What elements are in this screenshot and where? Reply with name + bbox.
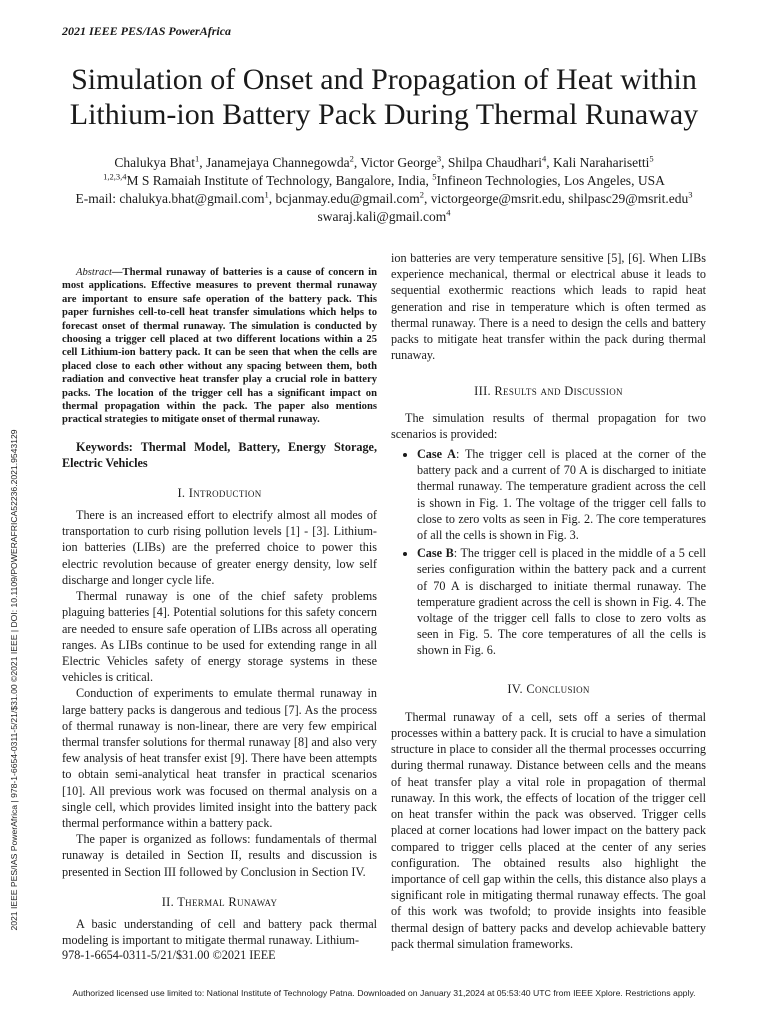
author-block [40,154,728,226]
left-column [62,258,377,948]
intro-paragraph-2: Thermal runaway is one of the chief safety problems plaguing batteries [4]. Potential solutions for this safety concern are needed to ensure safe operation of LIBs across all operating ranges. As LIBs continue to be used for extending range in all Electric Vehicles safety of energy storage systems in these vehicles is critical. [62,589,377,685]
case-a-text: : The trigger cell is placed at the corner of the battery pack and a current of 70 A is discharged to initiate thermal runaway. The temperature gradient across the cell is shown in Fig. 1. The voltage of the trigger cell falls to close to zero volts as seen in Fig. 2. The core temperatures of all the cells is shown in Fig. 3. [417,447,706,543]
authorized-use-note: Authorized licensed use limited to: National Institute of Technology Patna. Downloaded on January 31,2024 at 05:53:40 UTC from IEEE Xplore. Restrictions apply. [72,988,696,998]
right-column [391,250,706,952]
keywords: Keywords: Thermal Model, Battery, Energy Storage, Electric Vehicles [62,439,377,470]
case-b-label: Case B [417,546,454,561]
abstract-text: —Thermal runaway of batteries is a cause of concern in most applications. Effective measures to prevent thermal runaway are important to ensure safe operation of the battery pack. This paper furnishes cell-to-cell heat transfer simulations which helps to forecast onset of thermal runaway. The simulation is conducted by choosing a trigger cell placed at two different locations within a 25 cell Lithium-ion battery pack. It can be seen that when the cells are placed close to each other without any spacing between them, both radiation and convective heat transfer play a crucial role in battery packs. The location of the trigger cell has a significant impact on thermal propagation within the pack. The paper also mentions practical strategies to mitigate onset of thermal runaway. [62,267,377,426]
intro-paragraph-4: The paper is organized as follows: fundamentals of thermal runaway is detailed in Section II, results and discussion is presented in Section III followed by Conclusion in Section IV. [62,832,377,879]
author-names: Chalukya Bhat$^1$, Janamejaya Channegowda$^2$, Victor George$^3$, Shilpa Chaudhari$^4$, Kali Naraharisetti$^5$ [114,153,654,170]
paper-title: Simulation of Onset and Propagation of Heat within Lithium-ion Battery Pack During Thermal Runaway [69,63,699,131]
list-item-case-b [417,545,706,658]
case-a-label: Case A [417,447,456,462]
case-list [391,446,706,659]
copyright-line: 978-1-6654-0311-5/21/$31.00 ©2021 IEEE [62,948,276,962]
doi-sidebar [4,380,24,980]
section-heading-introduction: I. Introduction [177,485,262,500]
intro-paragraph-3: Conduction of experiments to emulate thermal runaway in large battery packs is dangerous and tedious [7]. As the process of thermal runaway is non-linear, there are very few empirical thermal transfer solutions for thermal runaway [8] and also very few analysis of heat transfer exist [9]. There have been attempts to obtain semi-analytical heat transfer in practical scenarios [10]. All previous work was focused on thermal analysis on a single cell, which provides limited insight into the battery pack thermal performance within a battery pack. [62,686,377,830]
author-emails: E-mail: chalukya.bhat@gmail.com$^1$, bcjanmay.edu@gmail.com$^2$, victorgeorge@msrit.edu, shilpasc29@msrit.edu$^3$ [75,189,693,206]
section-heading-conclusion: IV. Conclusion [507,681,590,696]
section-heading-thermal-runaway: II. Thermal Runaway [161,894,278,909]
intro-paragraph-1: There is an increased effort to electrify almost all modes of transportation to curb rising pollution levels [1] - [3]. Lithium-ion batteries (LIBs) are the preferred choice to power this electric revolution because of greater energy density, low self discharge and longer cycle life. [62,508,377,587]
thermal-paragraph-1: A basic understanding of cell and battery pack thermal modeling is important to mitigate thermal runaway. Lithium- [62,916,377,948]
list-item-case-a [417,446,706,543]
case-b-text: : The trigger cell is placed in the middle of a 5 cell series configuration within the battery pack and a current of 70 A is discharged to initiate thermal runaway. The temperature gradient across the cell is shown in Fig. 4. The voltage of the trigger cell falls to close to zero volts as seen in Fig. 5. The core temperatures of all the cells is shown in Fig. 6. [417,546,706,658]
author-email-last: swaraj.kali@gmail.com$^4$ [317,207,451,224]
doi-sidebar-text: 2021 IEEE PES/IAS PowerAfrica | 978-1-6654-0311-5/21/$31.00 ©2021 IEEE | DOI: 10.1109/POWERAFRICA52236.2021.9543129 [9,429,19,931]
section-heading-results: III. Results and Discussion [474,384,623,399]
author-affiliations: $^{1,2,3,4}$M S Ramaiah Institute of Technology, Bangalore, India, $^5$Infineon Technologies, Los Angeles, USA [103,171,665,188]
conference-name: 2021 IEEE PES/IAS PowerAfrica [62,24,232,38]
abstract-lead: Abstract [76,267,112,278]
thermal-paragraph-continued: ion batteries are very temperature sensitive [5], [6]. When LIBs experience mechanical, thermal or electrical abuse it leads to sequential exothermic reactions which leads to rapid heat generation and rise in temperature which is often termed as thermal runaway. There is a need to design the cells and battery packs to mitigate heat transfer within the pack during thermal runaway. [391,251,706,363]
results-paragraph-1: The simulation results of thermal propagation for two scenarios is provided: [391,410,706,441]
conclusion-paragraph-1: Thermal runaway of a cell, sets off a series of thermal processes within a battery pack. It is crucial to have a simulation structure in place to consider all the thermal processes occurring during thermal runaway. Distance between cells and the means of heat transfer play a vital role in propagation of thermal runaway. In this work, the effects of location of the trigger cell on heat transfer within the pack was observed. Trigger cells placed at corner locations had lower impact on the battery pack compared to trigger cells placed at the center of any series configuration. The obtained results also highlight the importance of cell gap within the cells, this distance also plays a significant role in mitigating thermal runaway effects. The goal of this work was twofold; to provide insights into feasible thermal design of battery packs and develop achievable battery pack thermal simulation frameworks. [391,709,706,951]
abstract [62,266,377,427]
